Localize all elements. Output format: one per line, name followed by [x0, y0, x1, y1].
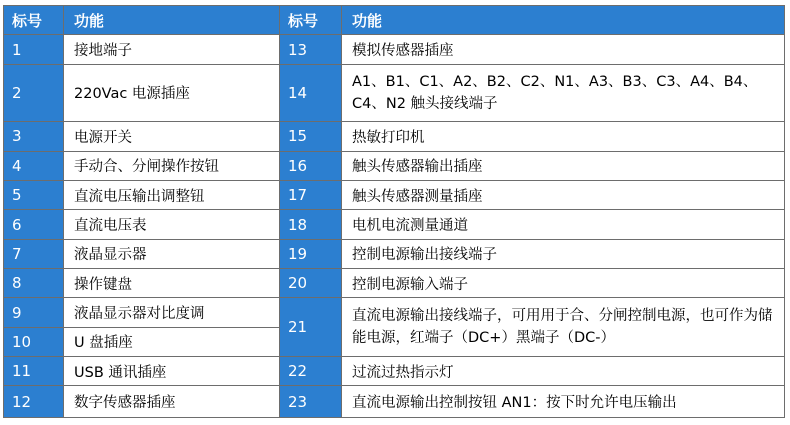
table-row — [4, 239, 785, 268]
row-func: 电机电流测量通道 — [342, 210, 785, 239]
row-func: 模拟传感器插座 — [342, 35, 785, 64]
row-func: 数字传感器插座 — [64, 386, 280, 418]
header-func-left: 功能 — [64, 6, 280, 35]
row-num: 1 — [4, 35, 64, 64]
row-num: 16 — [280, 151, 342, 180]
row-num: 12 — [4, 386, 64, 418]
header-func-right: 功能 — [342, 6, 785, 35]
row-num: 9 — [4, 298, 64, 327]
row-func: 220Vac 电源插座 — [64, 64, 280, 122]
row-num: 19 — [280, 239, 342, 268]
function-legend-table — [3, 5, 785, 418]
row-func: 液晶显示器对比度调 — [64, 298, 280, 327]
row-num: 6 — [4, 210, 64, 239]
header-num-left: 标号 — [4, 6, 64, 35]
row-func: 热敏打印机 — [342, 122, 785, 151]
row-func: 过流过热指示灯 — [342, 357, 785, 386]
row-num: 22 — [280, 357, 342, 386]
row-func: USB 通讯插座 — [64, 357, 280, 386]
row-num: 8 — [4, 269, 64, 298]
table-row — [4, 357, 785, 386]
row-num: 2 — [4, 64, 64, 122]
row-num: 10 — [4, 327, 64, 356]
table-row — [4, 180, 785, 209]
row-func: 直流电源输出控制按钮 AN1：按下时允许电压输出 — [342, 386, 785, 418]
row-func: 直流电压表 — [64, 210, 280, 239]
row-func: 接地端子 — [64, 35, 280, 64]
table-row — [4, 298, 785, 327]
row-num: 21 — [280, 298, 342, 357]
table-row — [4, 210, 785, 239]
header-num-right: 标号 — [280, 6, 342, 35]
row-num: 4 — [4, 151, 64, 180]
row-func: 液晶显示器 — [64, 239, 280, 268]
table-row — [4, 151, 785, 180]
table-row — [4, 386, 785, 418]
row-func: 控制电源输入端子 — [342, 269, 785, 298]
row-func: 操作键盘 — [64, 269, 280, 298]
row-func: 直流电压输出调整钮 — [64, 180, 280, 209]
table-row — [4, 269, 785, 298]
table-row — [4, 35, 785, 64]
row-func: U 盘插座 — [64, 327, 280, 356]
table-row — [4, 64, 785, 122]
row-func: 直流电源输出接线端子，可用用于合、分闸控制电源，也可作为储能电源，红端子（DC+）黑端子（DC-） — [342, 298, 785, 357]
row-func: 电源开关 — [64, 122, 280, 151]
row-num: 20 — [280, 269, 342, 298]
row-func: 触头传感器测量插座 — [342, 180, 785, 209]
row-num: 3 — [4, 122, 64, 151]
table-row — [4, 122, 785, 151]
row-num: 17 — [280, 180, 342, 209]
row-num: 5 — [4, 180, 64, 209]
row-num: 14 — [280, 64, 342, 122]
row-num: 7 — [4, 239, 64, 268]
row-num: 23 — [280, 386, 342, 418]
row-func: A1、B1、C1、A2、B2、C2、N1、A3、B3、C3、A4、B4、C4、N2 触头接线端子 — [342, 64, 785, 122]
row-func: 触头传感器输出插座 — [342, 151, 785, 180]
row-num: 11 — [4, 357, 64, 386]
row-func: 手动合、分闸操作按钮 — [64, 151, 280, 180]
row-num: 18 — [280, 210, 342, 239]
row-num: 13 — [280, 35, 342, 64]
header-row — [4, 6, 785, 35]
row-num: 15 — [280, 122, 342, 151]
row-func: 控制电源输出接线端子 — [342, 239, 785, 268]
